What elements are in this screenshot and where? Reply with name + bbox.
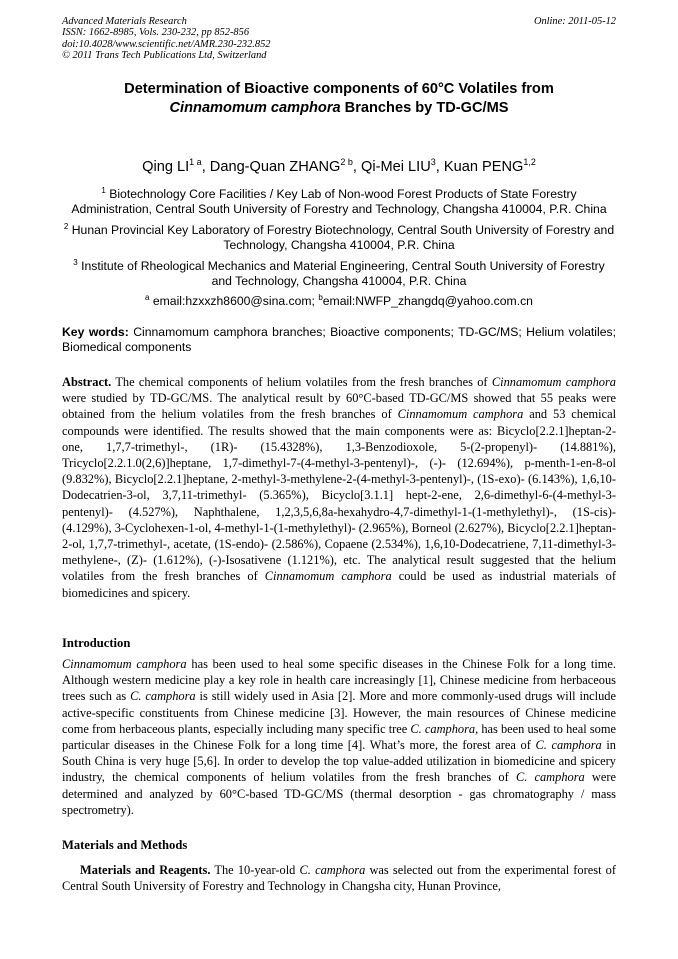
title-species: Cinnamomum camphora [169, 100, 341, 116]
intro-species: C. camphora [535, 738, 602, 753]
abstract-text: were studied by TD-GC/MS. The analytical result by 60°C-based TD-GC/MS showed that 55 peaks were obtained from the helium volatiles from the fresh branches of [62, 391, 616, 422]
abstract-label: Abstract. [62, 375, 112, 389]
title-line-2: Branches by TD-GC/MS [340, 100, 509, 116]
intro-species: C. camphora [515, 770, 585, 785]
copyright-line: © 2011 Trans Tech Publications Ltd, Switzerland [62, 49, 267, 61]
introduction-body [62, 656, 616, 818]
affiliation-text: Institute of Rheological Mechanics and Material Engineering, Central South University of Forestry and Technology, Changsha 410004, P.R. China [81, 259, 605, 289]
intro-text: is still widely used in Asia [2]. More and more commonly-used drugs will include active-specific constituents from Chinese medicine [3]. However, the main resources of Chinese medicine come from herbaceous plants, especially including many specific tree [62, 689, 616, 736]
author-sep: , [352, 158, 362, 175]
intro-species: C. camphora [410, 721, 476, 736]
affiliation-sup: 1 [101, 186, 106, 195]
intro-text: in South China is very huge [5,6]. In order to develop the top value-added utilization in biomedicine and spicery industry, the chemical components of helium volatiles from the fresh branches of [62, 738, 616, 785]
intro-text: , has been used to heal some particular diseases in the Chinese Folk for a long time [4]. What’s more, the forest area of [62, 721, 616, 753]
intro-species: Cinnamomum camphora [62, 657, 187, 671]
email-a: email:hzxxzh8600@sina.com; [152, 294, 319, 309]
paper-title [62, 80, 616, 118]
email-sup: a [145, 293, 150, 302]
methods-subheading: Materials and Reagents. [80, 863, 211, 877]
keywords [62, 325, 616, 355]
methods-body [62, 862, 616, 894]
methods-species: C. camphora [299, 863, 366, 877]
email-b: email:NWFP_zhangdq@yahoo.com.cn [322, 294, 533, 309]
author-sup: 2 b [340, 157, 353, 167]
methods-heading: Materials and Methods [62, 838, 188, 852]
author-sup: 1,2 [523, 157, 536, 167]
keywords-text: Cinnamomum camphora branches; Bioactive components; TD-GC/MS; Helium volatiles; Biomedical components [62, 325, 616, 355]
journal-name: Advanced Materials Research [62, 16, 187, 27]
affiliation-text: Biotechnology Core Facilities / Key Lab of Non-wood Forest Products of State Forestry Administration, Central South University of Forestry and Technology, Changsha 410004, P.R. China [71, 187, 607, 217]
introduction-heading: Introduction [62, 636, 131, 650]
abstract [62, 374, 616, 601]
author-name: Kuan PENG [443, 158, 524, 175]
author-name: Dang-Quan ZHANG [209, 158, 341, 175]
author-sup: 1 a [189, 157, 202, 167]
affiliation-text: Hunan Provincial Key Laboratory of Forestry Biotechnology, Central South University of Forestry and Technology, Changsha 410004, P.R. China [71, 223, 615, 253]
doi-line: doi:10.4028/www.scientific.net/AMR.230-232.852 [62, 38, 271, 50]
affiliation-sup: 3 [73, 258, 78, 267]
abstract-text: and 53 chemical compounds were identified. The results showed that the main components were as: Bicyclo[2.2.1]heptan-2-one, 1,7,7-trimethyl-, (1R)- (15.4328%), 1,3-Benzodioxole, 5-(2-propenyl)- (14.881%), Tricyclo[2.2.1.0(2,6)]heptane, 1,7-dimethyl-7-(4-methyl-3-pentenyl)-, (-)- (12.694%), p-menth-1-en-8-ol (9.832%), Bicyclo[2.2.1]heptane, 2-methyl-3-methylene-2-(4-methyl-3-pentenyl)-, (1S-exo)- (6.143%), 1,6,10-Dodecatrien-3-ol, 3,7,11-trimethyl- (5.365%), Bicyclo[3.1.1] hept-2-ene, 2,6-dimethyl-6-(4-methyl-3-pentenyl)- (4.527%), Naphthalene, 1,2,3,5,6,8a-hexahydro-4,7-dimethyl-1-(1-methylethyl)-, (1S-cis)- (4.129%), 3-Cyclohexen-1-ol, 4-methyl-1-(1-methylethyl)- (2.965%), Borneol (2.627%), Bicyclo[2.2.1]heptan-2-ol, 1,7,7-trimethyl-, acetate, (1S-endo)- (2.586%), Copaene (2.534%), 1,6,10-Dodecatriene, 7,11-dimethyl-3-methylene-, (Z)- (1.612%), (-)-Isosativene (1.121%), etc. The analytical result suggested that the helium volatiles from the fresh branches of [62, 407, 617, 584]
affiliation-1 [62, 183, 616, 217]
affiliation-2 [62, 219, 616, 253]
affiliation-sup: 2 [63, 222, 69, 231]
abstract-text: could be used as industrial materials of biomedicines and spicery. [62, 569, 616, 600]
journal-header [62, 16, 616, 61]
keywords-label: Key words: [62, 325, 129, 339]
title-line-1: Determination of Bioactive components of 60°C Volatiles from [124, 81, 554, 97]
intro-species: C. camphora [130, 689, 196, 704]
abstract-species: Cinnamomum camphora [264, 569, 392, 584]
author-name: Qi-Mei LIU [361, 158, 431, 175]
methods-text: was selected out from the experimental forest of Central South University of Forestry and Technology in Changsha city, Hunan Province, [62, 863, 616, 894]
abstract-text: The chemical components of helium volatiles from the fresh branches of [111, 375, 492, 389]
methods-text: The 10-year-old [210, 863, 300, 877]
abstract-species: Cinnamomum camphora [491, 375, 616, 389]
author-sep: , [435, 158, 444, 175]
intro-text: has been used to heal some specific diseases in the Chinese Folk for a long time. Although western medicine play a key role in health care increasingly [1], Chinese medicine from herbaceous trees such as [62, 657, 616, 704]
online-date: Online: 2011-05-12 [533, 16, 616, 27]
email-sup: b [318, 293, 323, 302]
author-sup: 3 [430, 157, 436, 167]
author-sep: , [201, 158, 210, 175]
author-list [62, 153, 616, 176]
email-line [62, 290, 616, 309]
author-name: Qing LI [142, 158, 190, 175]
issn-line: ISSN: 1662-8985, Vols. 230-232, pp 852-856 [62, 27, 250, 39]
affiliation-3 [62, 255, 616, 289]
abstract-species: Cinnamomum camphora [397, 407, 524, 422]
intro-text: were determined and analyzed by 60°C-based TD-GC/MS (thermal desorption - gas chromatography / mass spectrometry). [62, 770, 616, 817]
